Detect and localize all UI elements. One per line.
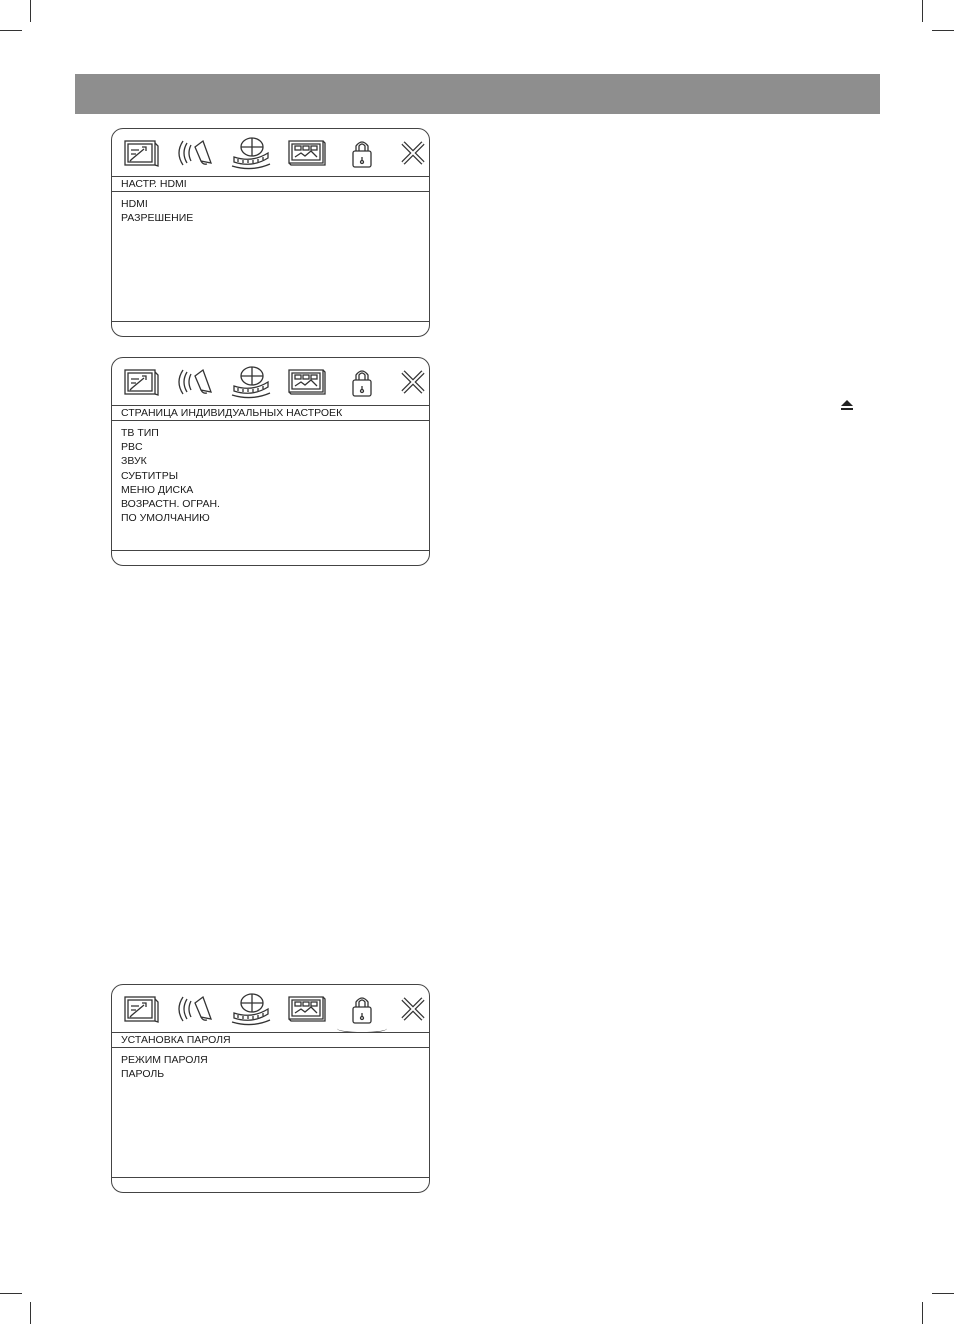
menu-item-default[interactable]: ПО УМОЛЧАНИЮ: [121, 512, 210, 525]
menu-item-pbc[interactable]: PBC: [121, 441, 143, 454]
crop-mark: [30, 1302, 31, 1324]
exit-icon[interactable]: [391, 991, 433, 1027]
hdmi-setup-menu: [111, 128, 430, 337]
menu-item-subtitles[interactable]: СУБТИТРЫ: [121, 469, 178, 482]
crop-mark: [922, 0, 923, 22]
picture-icon[interactable]: [285, 991, 327, 1027]
audio-icon[interactable]: [175, 135, 217, 171]
setup-icon[interactable]: [120, 991, 162, 1027]
menu-title: НАСТР. HDMI: [112, 176, 429, 192]
picture-icon[interactable]: [285, 364, 327, 400]
crop-mark: [932, 30, 954, 31]
exit-icon[interactable]: [391, 364, 433, 400]
section-header-bar: [75, 74, 880, 114]
menu-title: УСТАНОВКА ПАРОЛЯ: [112, 1032, 429, 1048]
disc-video-icon[interactable]: [230, 364, 272, 400]
exit-icon[interactable]: [391, 135, 433, 171]
crop-mark: [30, 0, 31, 22]
menu-item-disc-menu[interactable]: МЕНЮ ДИСКА: [121, 483, 194, 496]
menu-item-parental[interactable]: ВОЗРАСТН. ОГРАН.: [121, 498, 220, 511]
password-setup-menu: [111, 984, 430, 1193]
menu-items: [121, 1053, 208, 1081]
audio-icon[interactable]: [175, 991, 217, 1027]
setup-icon[interactable]: [120, 364, 162, 400]
menu-items: [121, 197, 193, 225]
menu-footer-line: [112, 550, 429, 551]
menu-icon-row: [112, 985, 429, 1031]
crop-mark: [932, 1293, 954, 1294]
crop-mark: [0, 30, 22, 31]
eject-icon: [840, 398, 854, 412]
menu-item-audio[interactable]: ЗВУК: [121, 455, 147, 468]
disc-video-icon[interactable]: [230, 991, 272, 1027]
crop-mark: [922, 1302, 923, 1324]
menu-item-resolution[interactable]: РАЗРЕШЕНИЕ: [121, 212, 194, 225]
setup-icon[interactable]: [120, 135, 162, 171]
menu-icon-row: [112, 358, 429, 404]
menu-item-tv-type[interactable]: ТВ ТИП: [121, 427, 159, 439]
menu-icon-row: [112, 129, 429, 175]
lock-icon[interactable]: [341, 364, 383, 400]
menu-item-hdmi[interactable]: HDMI: [121, 198, 148, 210]
lock-icon[interactable]: [341, 135, 383, 171]
preference-page-menu: [111, 357, 430, 566]
lock-icon[interactable]: [341, 991, 383, 1027]
menu-item-password[interactable]: ПАРОЛЬ: [121, 1068, 165, 1081]
crop-mark: [0, 1293, 22, 1294]
disc-video-icon[interactable]: [230, 135, 272, 171]
menu-items: [121, 426, 220, 525]
picture-icon[interactable]: [285, 135, 327, 171]
menu-footer-line: [112, 1177, 429, 1178]
menu-footer-line: [112, 321, 429, 322]
menu-title: СТРАНИЦА ИНДИВИДУАЛЬНЫХ НАСТРОЕК: [112, 405, 429, 421]
audio-icon[interactable]: [175, 364, 217, 400]
menu-item-password-mode[interactable]: РЕЖИМ ПАРОЛЯ: [121, 1054, 208, 1066]
